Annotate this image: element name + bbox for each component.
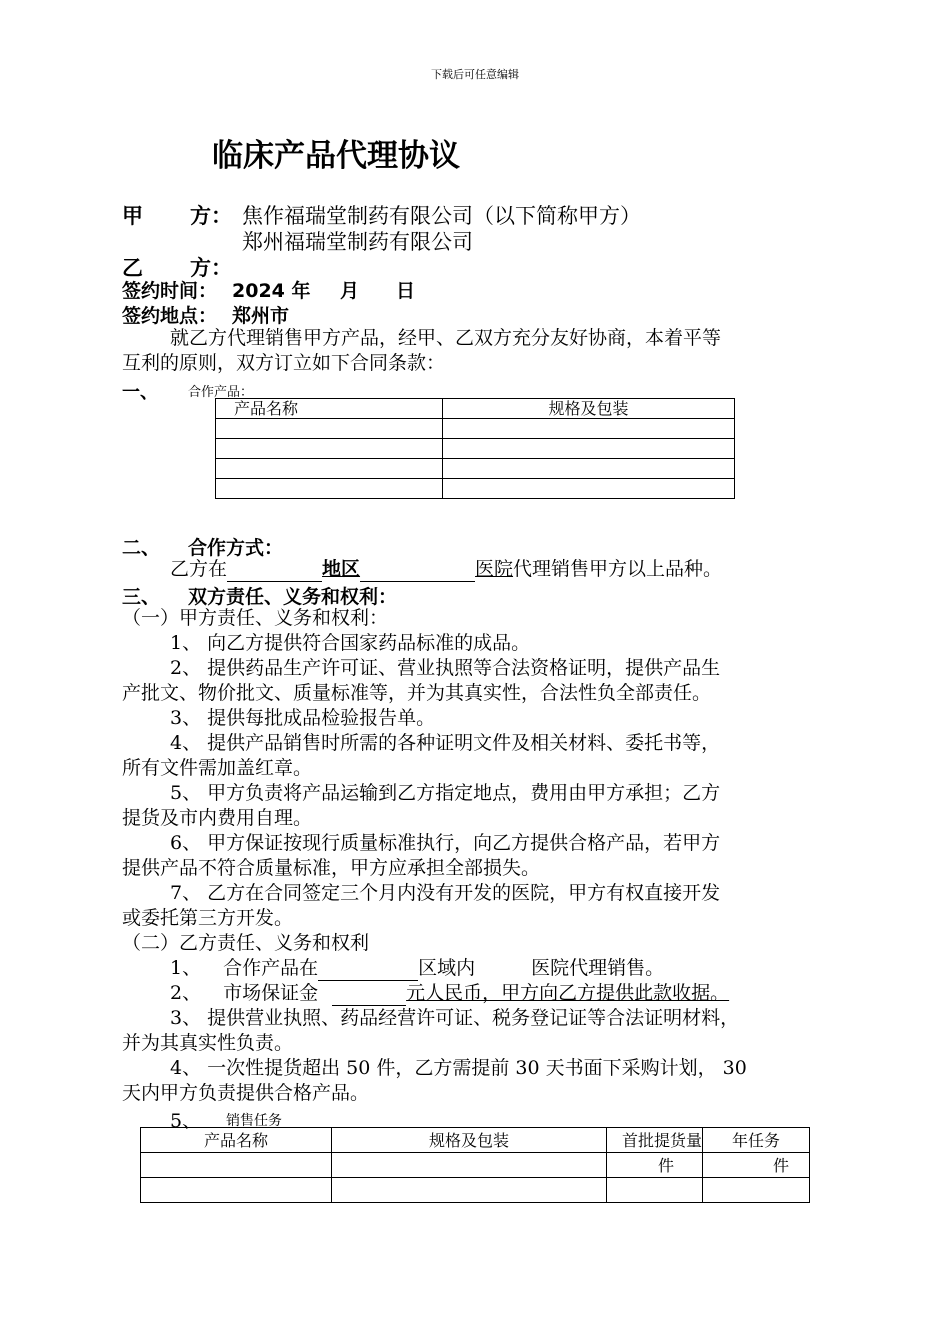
sign-time-month: 月	[340, 280, 360, 302]
table-cell	[216, 459, 443, 479]
header-note: 下载后可任意编辑	[431, 68, 519, 81]
table-cell	[332, 1153, 607, 1178]
sales-target-table	[140, 1127, 810, 1203]
sign-time-day: 日	[396, 280, 416, 302]
table-row	[141, 1153, 810, 1178]
party-b-item-1-prefix: 合作产品在	[223, 957, 319, 979]
table-row	[216, 479, 735, 499]
table-header-product-name: 产品名称	[216, 399, 443, 419]
section-2-number: 二、	[122, 537, 161, 559]
table-header-first-batch: 首批提货量	[607, 1128, 703, 1153]
table-header-spec: 规格及包装	[443, 399, 735, 419]
table-row	[141, 1178, 810, 1203]
cooperation-mode-prefix: 乙方在	[170, 558, 228, 580]
table-cell	[216, 479, 443, 499]
party-b-item-2-number: 2、	[170, 982, 202, 1004]
subsection-party-a: （一）甲方责任、义务和权利：	[122, 607, 389, 629]
table-cell	[443, 459, 735, 479]
region-label: 地区	[322, 558, 361, 580]
table-cell	[703, 1178, 810, 1203]
table-row	[216, 459, 735, 479]
cooperation-mode-suffix: 代理销售甲方以上品种。	[513, 558, 723, 580]
table-header-annual-target: 年任务	[703, 1128, 810, 1153]
party-a-item-2-line-1: 2、 提供药品生产许可证、营业执照等合法资格证明，提供产品生	[170, 657, 721, 679]
table-row	[216, 419, 735, 439]
section-3-title: 双方责任、义务和权利：	[188, 586, 398, 608]
table-cell	[141, 1153, 332, 1178]
deposit-blank	[332, 986, 406, 1006]
party-a-label-2: 方：	[190, 204, 232, 228]
party-b-label-2: 方：	[190, 256, 232, 280]
party-b-item-5-number: 5、	[170, 1110, 202, 1132]
area-blank	[318, 961, 418, 981]
document-title: 临床产品代理协议	[212, 138, 460, 174]
party-b-item-4-line-2: 天内甲方负责提供合格产品。	[122, 1082, 370, 1104]
section-2-title: 合作方式：	[188, 537, 284, 559]
table-cell	[332, 1178, 607, 1203]
table-cell	[443, 479, 735, 499]
party-a-item-7-line-1: 7、 乙方在合同签定三个月内没有开发的医院，甲方有权直接开发	[170, 882, 721, 904]
party-a-item-7-line-2: 或委托第三方开发。	[122, 907, 294, 929]
party-a-label-1: 甲	[122, 204, 143, 228]
party-a-item-2-line-2: 产批文、物价批文、质量标准等，并为其真实性，合法性负全部责任。	[122, 682, 712, 704]
section-1-title: 合作产品：	[188, 385, 254, 400]
party-a-item-6-line-2: 提供产品不符合质量标准，甲方应承担全部损失。	[122, 857, 541, 879]
hospital-label: 医院	[475, 558, 514, 580]
party-b-item-1-number: 1、	[170, 957, 202, 979]
table-cell	[607, 1178, 703, 1203]
party-b-item-1-mid: 区域内	[418, 957, 476, 979]
table-cell	[443, 419, 735, 439]
party-a-name-2: 郑州福瑞堂制药有限公司	[242, 230, 473, 254]
table-cell-unit: 件	[703, 1153, 810, 1178]
party-b-item-4-line-1: 4、 一次性提货超出 50 件，乙方需提前 30 天书面下采购计划， 30	[170, 1057, 747, 1079]
table-cell	[141, 1178, 332, 1203]
cooperation-products-table	[215, 398, 735, 499]
table-cell	[443, 439, 735, 459]
party-a-item-6-line-1: 6、 甲方保证按现行质量标准执行，向乙方提供合格产品，若甲方	[170, 832, 721, 854]
party-b-item-3-line-1: 3、 提供营业执照、药品经营许可证、税务登记证等合法证明材料，	[170, 1007, 740, 1029]
sign-time-year: 2024 年	[232, 280, 311, 302]
party-b-item-2	[170, 981, 729, 1006]
table-header-spec: 规格及包装	[332, 1128, 607, 1153]
party-a-item-4-line-2: 所有文件需加盖红章。	[122, 757, 313, 779]
table-row	[216, 439, 735, 459]
party-b-item-1-suffix: 医院代理销售。	[531, 957, 665, 979]
party-b-item-2-suffix: 元人民币，甲方向乙方提供此款收据。	[406, 982, 730, 1004]
party-b-item-3-line-2: 并为其真实性负责。	[122, 1032, 294, 1054]
sign-place-label: 签约地点：	[122, 305, 218, 327]
party-b-item-5-title: 销售任务	[226, 1113, 282, 1129]
intro-line-2: 互利的原则，双方订立如下合同条款：	[122, 352, 446, 374]
table-cell	[216, 419, 443, 439]
table-header-product-name: 产品名称	[141, 1128, 332, 1153]
party-a-item-5-line-2: 提货及市内费用自理。	[122, 807, 313, 829]
cooperation-mode-line	[170, 557, 722, 582]
sign-time-label: 签约时间：	[122, 280, 218, 302]
party-a-item-5-line-1: 5、 甲方负责将产品运输到乙方指定地点，费用由甲方承担；乙方	[170, 782, 721, 804]
table-header-row	[216, 399, 735, 419]
section-1-number: 一、	[122, 382, 158, 403]
sign-place-value: 郑州市	[232, 305, 290, 327]
party-b-label-1: 乙	[122, 256, 143, 280]
section-3-number: 三、	[122, 586, 161, 608]
hospital-blank	[360, 562, 475, 582]
party-a-item-1: 1、 向乙方提供符合国家药品标准的成品。	[170, 632, 531, 654]
party-a-item-3: 3、 提供每批成品检验报告单。	[170, 707, 436, 729]
table-cell-unit: 件	[607, 1153, 703, 1178]
party-a-name-1: 焦作福瑞堂制药有限公司（以下简称甲方）	[242, 204, 641, 228]
party-b-item-1	[170, 956, 664, 981]
intro-line-1: 就乙方代理销售甲方产品，经甲、乙双方充分友好协商，本着平等	[170, 327, 722, 349]
table-cell	[216, 439, 443, 459]
party-a-item-4-line-1: 4、 提供产品销售时所需的各种证明文件及相关材料、委托书等，	[170, 732, 721, 754]
party-b-item-2-prefix: 市场保证金	[223, 982, 319, 1004]
subsection-party-b: （二）乙方责任、义务和权利	[122, 932, 370, 954]
table-header-row	[141, 1128, 810, 1153]
region-blank	[227, 562, 322, 582]
